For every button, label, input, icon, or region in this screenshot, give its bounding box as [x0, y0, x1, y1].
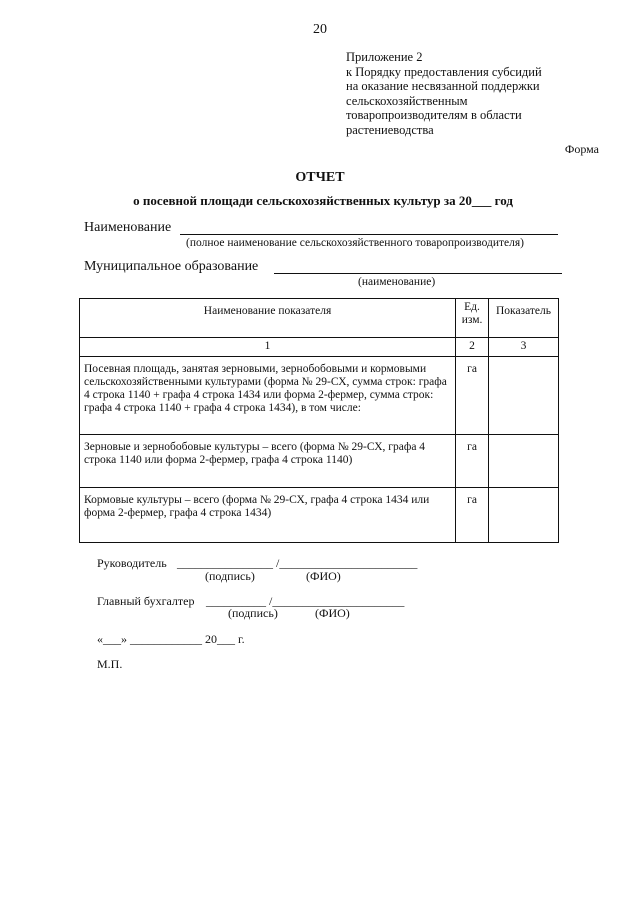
column-number: 1 [80, 338, 456, 357]
municipality-field-hint: (наименование) [358, 276, 436, 288]
head-signature-label: Руководитель [97, 556, 167, 570]
accountant-signature-label: Главный бухгалтер [97, 594, 195, 608]
indicator-name: Зерновые и зернобобовые культуры – всего (форма № 29-СХ, графа 4 строка 1140 или форма 2-фермер, графа 4 строка 1140) [80, 435, 456, 488]
date-line[interactable]: «___» ____________ 20___ г. [97, 632, 245, 646]
appendix-line: сельскохозяйственным [346, 93, 468, 108]
name-field-label: Наименование [84, 220, 172, 235]
appendix-block [346, 50, 542, 137]
accountant-fio-hint: (ФИО) [315, 606, 350, 620]
municipality-field-label: Муниципальное образование [84, 259, 259, 274]
name-field-line[interactable] [180, 234, 558, 235]
appendix-line: к Порядку предоставления субсидий [346, 64, 542, 79]
accountant-signature-line[interactable]: __________ /______________________ [206, 594, 405, 608]
indicator-unit: га [456, 488, 489, 543]
appendix-line: Приложение 2 [346, 50, 423, 64]
header-unit: Ед. изм. [456, 299, 489, 338]
name-field-hint: (полное наименование сельскохозяйственного товаропроизводителя) [186, 237, 524, 249]
municipality-field-line[interactable] [274, 273, 562, 274]
indicator-value-cell[interactable] [489, 357, 559, 435]
table-row [80, 435, 559, 488]
form-label: Форма [564, 142, 599, 156]
head-signature-line[interactable]: ________________ /_______________________ [177, 556, 418, 570]
page-number: 20 [313, 22, 327, 37]
indicator-unit: га [456, 357, 489, 435]
indicator-value-cell[interactable] [489, 435, 559, 488]
indicator-value-cell[interactable] [489, 488, 559, 543]
indicator-unit: га [456, 435, 489, 488]
table-row [80, 357, 559, 435]
indicator-name: Посевная площадь, занятая зерновыми, зернобобовыми и кормовыми сельскохозяйственными культурами (форма № 29-СХ, сумма строк: графа 4 строка 1140 + графа 4 строка 1434 или форма 2-фермер, сумма строк: графа 4 строка 1140 + графа 4 строка 1434), в том числе: [80, 357, 456, 435]
header-indicator-name: Наименование показателя [80, 299, 456, 338]
report-subtitle: о посевной площади сельскохозяйственных культур за 20___ год [133, 193, 513, 208]
table-numbers-row [80, 338, 559, 357]
table-header-row [80, 299, 559, 338]
table-row [80, 488, 559, 543]
column-number: 3 [489, 338, 559, 357]
header-value: Показатель [489, 299, 559, 338]
head-fio-hint: (ФИО) [306, 569, 341, 583]
appendix-line: на оказание несвязанной поддержки [346, 79, 540, 93]
report-table [79, 298, 559, 543]
appendix-line: товаропроизводителям в области [346, 108, 522, 122]
indicator-name: Кормовые культуры – всего (форма № 29-СХ, графа 4 строка 1434 или форма 2-фермер, графа 4 строка 1434) [80, 488, 456, 543]
appendix-line: растениеводства [346, 122, 434, 137]
accountant-sign-hint: (подпись) [228, 606, 278, 620]
column-number: 2 [456, 338, 489, 357]
stamp-label: М.П. [97, 657, 123, 671]
head-sign-hint: (подпись) [205, 569, 255, 583]
report-title: ОТЧЕТ [295, 170, 345, 185]
